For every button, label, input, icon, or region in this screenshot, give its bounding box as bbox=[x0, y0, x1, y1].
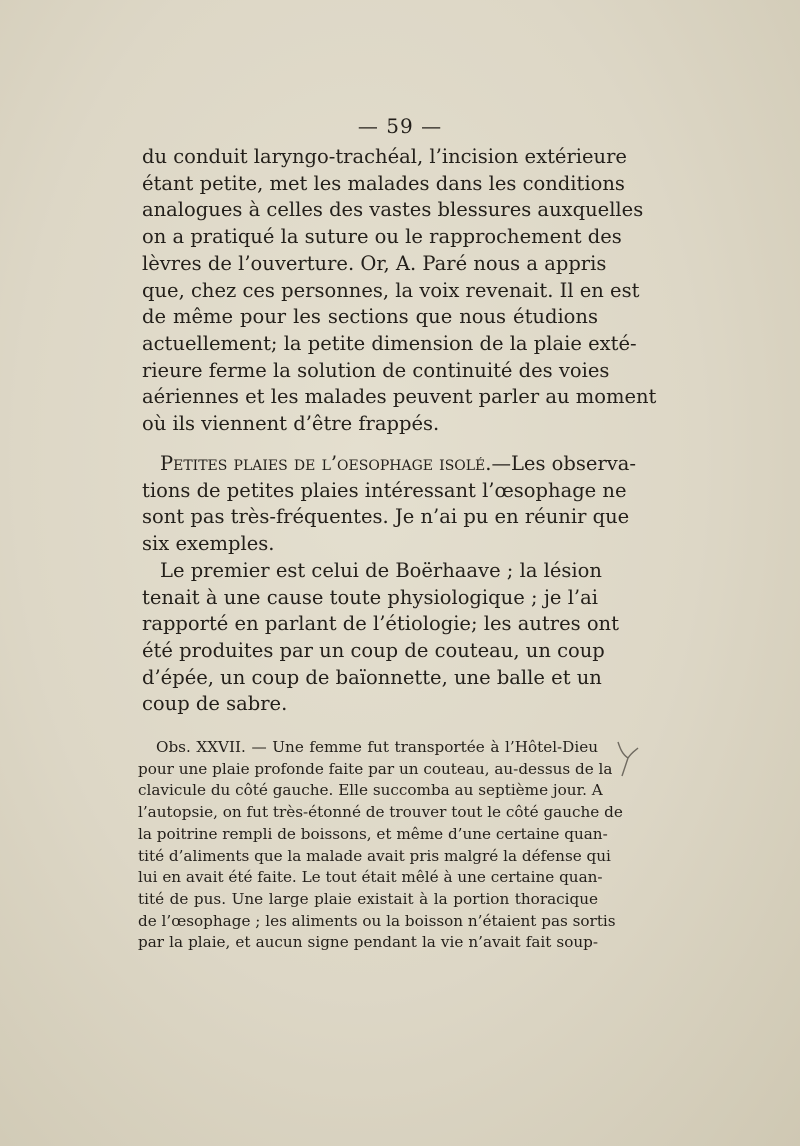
section-petites-plaies bbox=[142, 451, 637, 718]
obs-line: pour une plaie profonde faite par un couteau, au-dessus de la bbox=[138, 759, 613, 778]
section-heading: Petites plaies de l’oesophage isolé. bbox=[160, 452, 492, 475]
text-line: coup de sabre. bbox=[142, 692, 288, 716]
text-line: analogues à celles des vastes blessures auxquelles bbox=[142, 198, 644, 222]
text-line: rieure ferme la solution de continuité des voies bbox=[142, 358, 610, 382]
text-line: six exemples. bbox=[142, 532, 275, 556]
text-line: de même pour les sections que nous étudions bbox=[142, 305, 598, 329]
page-number: — 59 — bbox=[357, 114, 443, 138]
obs-line: Obs. XXVII. — Une femme fut transportée à l’Hôtel-Dieu bbox=[156, 738, 598, 756]
text-line: tenait à une cause toute physiologique ; je l’ai bbox=[142, 585, 598, 609]
text-line: où ils viennent d’être frappés. bbox=[142, 412, 440, 436]
text-line: d’épée, un coup de baïonnette, une balle et un bbox=[142, 665, 602, 689]
obs-line: la poitrine rempli de boissons, et même d’une certaine quan- bbox=[138, 824, 608, 843]
text-line: sont pas très-fréquentes. Je n’ai pu en réunir que bbox=[142, 505, 630, 529]
text-line: lèvres de l’ouverture. Or, A. Paré nous a appris bbox=[142, 251, 607, 275]
text-line: tions de petites plaies intéressant l’œsophage ne bbox=[142, 478, 627, 502]
text-line: que, chez ces personnes, la voix revenait. Il en est bbox=[142, 278, 640, 302]
text-line: on a pratiqué la suture ou le rapprochement des bbox=[142, 225, 622, 249]
observation-xxvii bbox=[138, 737, 623, 954]
text-line: Le premier est celui de Boërhaave ; la lésion bbox=[160, 558, 602, 582]
text-line: aériennes et les malades peuvent parler au moment bbox=[142, 385, 657, 409]
obs-line: l’autopsie, on fut très-étonné de trouver tout le côté gauche de bbox=[138, 803, 623, 822]
obs-line: tité d’aliments que la malade avait pris malgré la défense qui bbox=[138, 846, 611, 865]
section-first-line bbox=[142, 451, 637, 478]
obs-line: tité de pus. Une large plaie existait à la portion thoracique bbox=[138, 889, 598, 908]
text-line: rapporté en parlant de l’étiologie; les autres ont bbox=[142, 612, 619, 636]
section-heading-rest: —Les observa- bbox=[491, 452, 637, 475]
obs-line: clavicule du côté gauche. Elle succomba au septième jour. A bbox=[138, 781, 603, 800]
pencil-margin-mark bbox=[612, 740, 642, 780]
obs-line: par la plaie, et aucun signe pendant la vie n’avait fait soup- bbox=[138, 933, 598, 952]
text-line: été produites par un coup de couteau, un coup bbox=[142, 638, 605, 662]
text-line: du conduit laryngo-trachéal, l’incision extérieure bbox=[142, 145, 627, 168]
obs-line: de l’œsophage ; les aliments ou la boisson n’étaient pas sortis bbox=[138, 911, 616, 930]
obs-line: lui en avait été faite. Le tout était mêlé à une certaine quan- bbox=[138, 868, 603, 887]
paragraph-continued bbox=[142, 144, 657, 438]
text-line: actuellement; la petite dimension de la plaie exté- bbox=[142, 331, 637, 355]
text-line: étant petite, met les malades dans les conditions bbox=[142, 171, 625, 195]
